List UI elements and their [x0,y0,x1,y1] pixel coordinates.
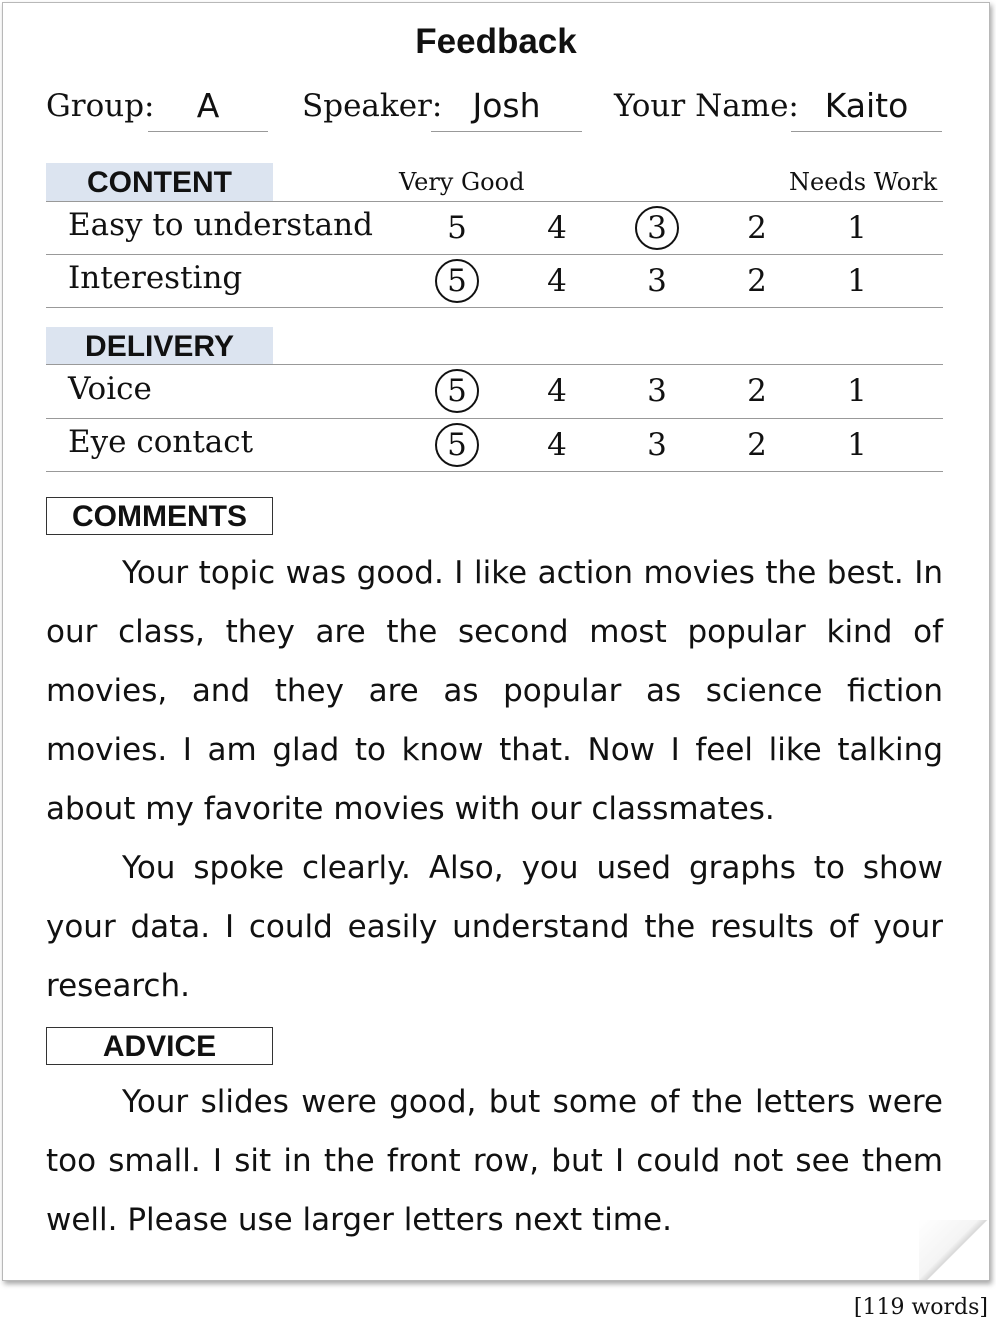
comment-paragraph: Your topic was good. I like action movies the best. In our class, they are the second most popular kind of movies, and they are as popular as science fiction movies. I am glad to know that. Now I feel like talking about my favorite movies with our classmates. [46,555,943,827]
form-title: Feedback [415,22,577,61]
rating-option-3[interactable]: 3 [635,206,679,250]
divider [46,201,943,202]
very-good-label: Very Good [399,168,525,196]
criterion-label: Voice [68,371,152,407]
comment-paragraph: You spoke clearly. Also, you used graphs to show your data. I could easily understand the results of your research. [46,850,943,1004]
rating-option-5[interactable]: 5 [435,423,479,467]
word-count: [119 words] [853,1295,988,1320]
your-name-label: Your Name: [614,88,799,124]
rating-option-5[interactable]: 5 [447,210,467,246]
rating-option-4[interactable]: 4 [547,210,567,246]
your-name-field[interactable]: Kaito [791,86,942,132]
criterion-label: Easy to understand [68,207,373,243]
divider [46,307,943,308]
rating-option-1[interactable]: 1 [847,427,867,463]
rating-option-2[interactable]: 2 [747,210,767,246]
speaker-label: Speaker: [302,88,443,124]
criterion-label: Eye contact [68,424,254,460]
rating-option-4[interactable]: 4 [547,373,567,409]
rating-option-5[interactable]: 5 [435,259,479,303]
comments-heading: COMMENTS [46,497,273,535]
rating-option-1[interactable]: 1 [847,373,867,409]
rating-option-4[interactable]: 4 [547,427,567,463]
advice-heading: ADVICE [46,1027,273,1065]
rating-option-4[interactable]: 4 [547,263,567,299]
divider [46,418,943,419]
rating-option-2[interactable]: 2 [747,263,767,299]
content-heading: CONTENT [46,163,273,201]
divider [46,254,943,255]
group-label: Group: [46,88,155,124]
rating-option-3[interactable]: 3 [647,263,667,299]
advice-paragraph: Your slides were good, but some of the letters were too small. I sit in the front row, but I could not see them well. Please use larger letters next time. [46,1084,943,1238]
rating-option-3[interactable]: 3 [647,427,667,463]
rating-option-2[interactable]: 2 [747,427,767,463]
rating-option-1[interactable]: 1 [847,210,867,246]
divider [46,471,943,472]
rating-option-1[interactable]: 1 [847,263,867,299]
rating-option-2[interactable]: 2 [747,373,767,409]
delivery-heading: DELIVERY [46,327,273,365]
divider [46,364,943,365]
rating-option-5[interactable]: 5 [435,369,479,413]
group-field[interactable]: A [148,86,268,132]
criterion-label: Interesting [68,260,243,296]
speaker-field[interactable]: Josh [431,86,582,132]
needs-work-label: Needs Work [789,168,938,196]
rating-option-3[interactable]: 3 [647,373,667,409]
